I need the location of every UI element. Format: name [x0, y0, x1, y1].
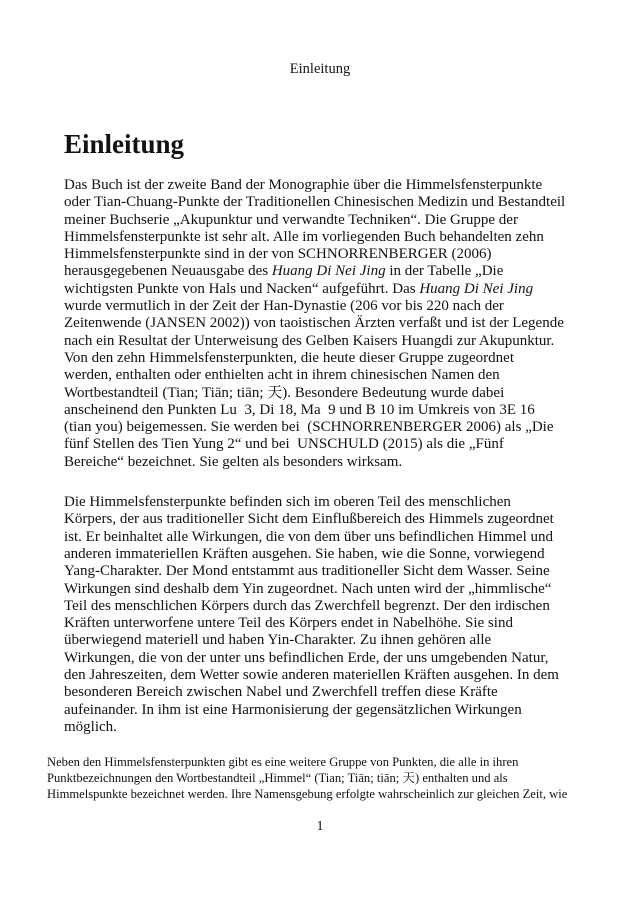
text-line [64, 385, 580, 402]
italic-text-segment: Huang Di Nei Jing [271, 263, 386, 280]
text-line [64, 229, 580, 246]
text-line [64, 333, 580, 350]
footnote-text [47, 755, 599, 802]
text-segment: nach ein Resultat der Unterweisung des Gelben Kaisers Huangdi zur Akupunktur. [64, 332, 555, 349]
text-segment: Kräften unterworfene untere Teil des Körpers endet in Nabelhöhe. Sie sind [64, 615, 513, 632]
text-segment: werden, enthalten oder enthielten acht in ihrem chinesischen Namen den [64, 367, 500, 384]
text-segment: Neben den Himmelsfensterpunkten gibt es eine weitere Gruppe von Punkten, die alle in ihren [47, 755, 519, 769]
text-segment: Himmelsfensterpunkte ist sehr alt. Alle im vorliegenden Buch behandelten zehn [64, 228, 544, 245]
italic-text-segment: Huang Di Nei Jing [419, 280, 534, 297]
text-line [64, 436, 580, 453]
paragraph-1 [64, 177, 580, 471]
text-line [47, 755, 599, 771]
text-segment: Die Himmelsfensterpunkte befinden sich im oberen Teil des menschlichen [64, 494, 511, 511]
text-line [64, 367, 580, 384]
text-line [64, 667, 580, 684]
text-line [64, 298, 580, 315]
text-segment: Wirkungen sind deshalb dem Yin zugeordnet. Nach unten wird der „himmlische“ [64, 580, 552, 597]
text-segment: Teil des menschlichen Körpers durch das Zwerchfell begrenzt. Der den irdischen [64, 597, 550, 614]
text-segment: (tian you) beigemessen. Sie werden bei (SCHNORRENBERGER 2006) als „Die [64, 419, 554, 436]
text-line [47, 787, 599, 803]
text-segment: Wirkungen, die von der unter uns befindlichen Erde, der uns umgebenden Natur, [64, 649, 549, 666]
text-line [64, 419, 580, 436]
text-segment: Körpers, der aus traditioneller Sicht dem Einflußbereich des Himmels zugeordnet [64, 511, 554, 528]
text-segment: den Jahreszeiten, dem Wetter sowie anderen materiellen Kräften ausgehen. In dem [64, 667, 559, 684]
text-segment: besonderen Bereich zwischen Nabel und Zwerchfell treffen diese Kräfte [64, 684, 498, 701]
text-segment: meiner Buchserie „Akupunktur und verwandte Techniken“. Die Gruppe der [64, 211, 518, 228]
text-line [64, 263, 580, 280]
text-segment: anderen immateriellen Kräften ausgehen. Sie haben, wie die Sonne, vorwiegend [64, 545, 545, 562]
text-segment: Bereiche“ bezeichnet. Sie gelten als besonders wirksam. [64, 453, 403, 470]
text-segment: möglich. [64, 718, 117, 735]
text-segment: Von den zehn Himmelsfensterpunkten, die heute dieser Gruppe zugeordnet [64, 349, 514, 366]
page-number: 1 [316, 819, 324, 834]
text-line [64, 581, 580, 598]
text-segment: Himmelsfensterpunkte sind in der von SCHNORRENBERGER (2006) [64, 246, 492, 263]
body-text [64, 177, 580, 736]
text-line [64, 719, 580, 736]
text-segment: Zeitenwende (JANSEN 2002)) von taoistischen Ärzten verfaßt und ist der Legende [64, 315, 564, 332]
text-line [64, 494, 580, 511]
text-line [64, 615, 580, 632]
text-line [64, 598, 580, 615]
text-segment: herausgegebenen Neuausgabe des [64, 263, 272, 280]
running-header: Einleitung [289, 61, 351, 77]
text-line [64, 246, 580, 263]
text-line [64, 177, 580, 194]
text-line [47, 771, 599, 787]
text-line [64, 281, 580, 298]
text-line [64, 650, 580, 667]
text-line [64, 563, 580, 580]
text-segment: Wortbestandteil (Tian; Tiān; tiān; 天). Besondere Bedeutung wurde dabei [64, 384, 505, 401]
text-segment: Das Buch ist der zweite Band der Monographie über die Himmelsfensterpunkte [64, 177, 543, 193]
text-line [64, 315, 580, 332]
text-line [64, 546, 580, 563]
text-line [64, 454, 580, 471]
text-segment: Punktbezeichnungen den Wortbestandteil „Himmel“ (Tian; Tiān; tiān; 天) enthalten und als [47, 770, 508, 785]
text-line [64, 684, 580, 701]
text-line [64, 194, 580, 211]
text-segment: Yang-Charakter. Der Mond entstammt aus traditioneller Sicht dem Wasser. Seine [64, 563, 550, 580]
paragraph-2 [64, 494, 580, 736]
text-segment: überwiegend materiell und haben Yin-Charakter. Zu ihnen gehören alle [64, 632, 492, 649]
text-line [64, 511, 580, 528]
text-segment: anscheinend den Punkten Lu 3, Di 18, Ma 9 und B 10 im Umkreis von 3E 16 [64, 401, 535, 418]
text-line [64, 212, 580, 229]
text-segment: wurde vermutlich in der Zeit der Han-Dynastie (206 vor bis 220 nach der [64, 298, 504, 315]
text-line [64, 529, 580, 546]
page-title: Einleitung [64, 129, 185, 159]
text-line [64, 402, 580, 419]
text-segment: in der Tabelle „Die [385, 263, 504, 280]
text-segment: fünf Stellen des Tien Yung 2“ und bei UNSCHULD (2015) als die „Fünf [64, 436, 504, 453]
text-segment: Himmelspunkte bezeichnet werden. Ihre Namensgebung erfolgte wahrscheinlich zur gleichen Zeit, wie [47, 786, 568, 801]
text-line [64, 632, 580, 649]
text-segment: wichtigsten Punkte von Hals und Nacken“ aufgeführt. Das [64, 280, 420, 297]
text-segment: ist. Er beinhaltet alle Wirkungen, die von dem über uns befindlichen Himmel und [64, 528, 554, 545]
text-segment: aufeinander. In ihm ist eine Harmonisierung der gegensätzlichen Wirkungen [64, 701, 522, 718]
text-segment: oder Tian-Chuang-Punkte der Traditionellen Chinesischen Medizin und Bestandteil [64, 194, 566, 211]
text-line [64, 702, 580, 719]
text-line [64, 350, 580, 367]
